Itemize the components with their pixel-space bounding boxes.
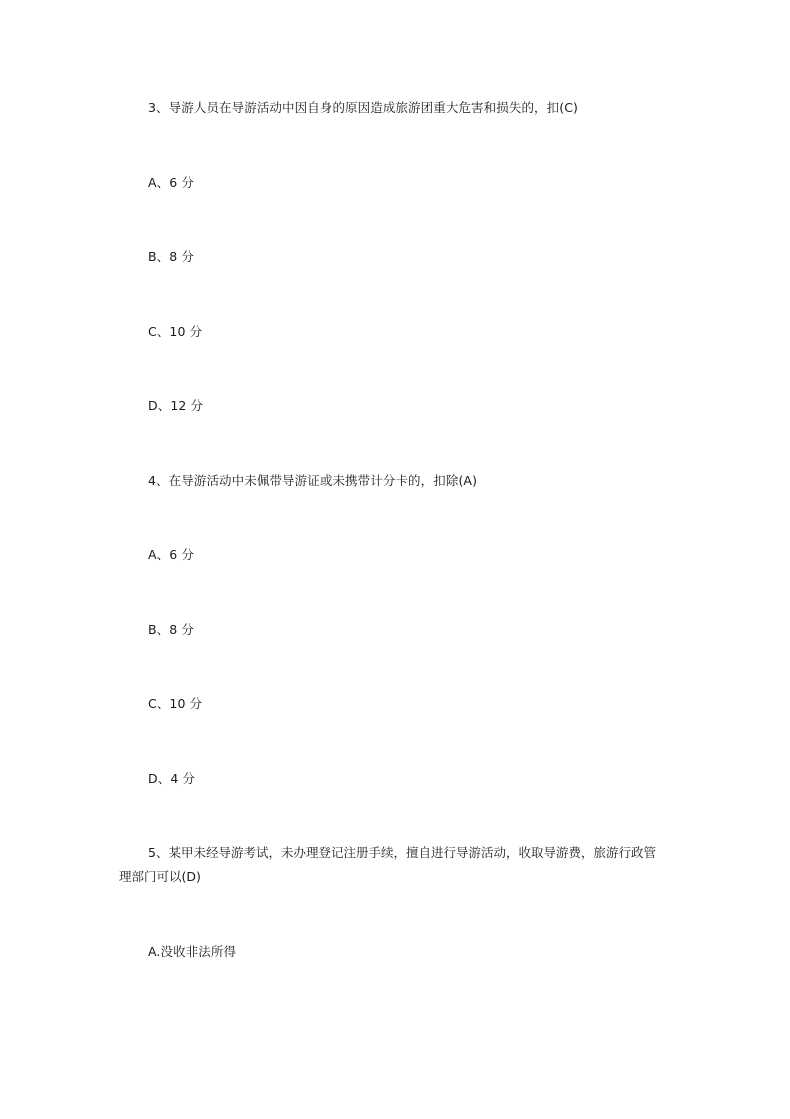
question-4-option-b: B、8 分 — [148, 622, 195, 637]
question-4-option-a: A、6 分 — [148, 547, 194, 562]
question-3-option-b: B、8 分 — [148, 249, 195, 264]
question-3-option-d: D、12 分 — [148, 398, 204, 413]
question-3-option-a: A、6 分 — [148, 175, 194, 190]
question-4-option-c: C、10 分 — [148, 696, 203, 711]
question-5-option-a: A.没收非法所得 — [148, 944, 237, 959]
question-3-option-c: C、10 分 — [148, 324, 203, 339]
question-4-stem: 4、在导游活动中未佩带导游证或未携带计分卡的，扣除(A) — [148, 473, 478, 488]
question-3-stem: 3、导游人员在导游活动中因自身的原因造成旅游团重大危害和损失的，扣(C) — [148, 100, 579, 115]
question-5-stem: 5、某甲未经导游考试，未办理登记注册手续，擅自进行导游活动，收取导游费，旅游行政管理部门可以(D) — [119, 845, 656, 884]
question-4-option-d: D、4 分 — [148, 771, 196, 786]
